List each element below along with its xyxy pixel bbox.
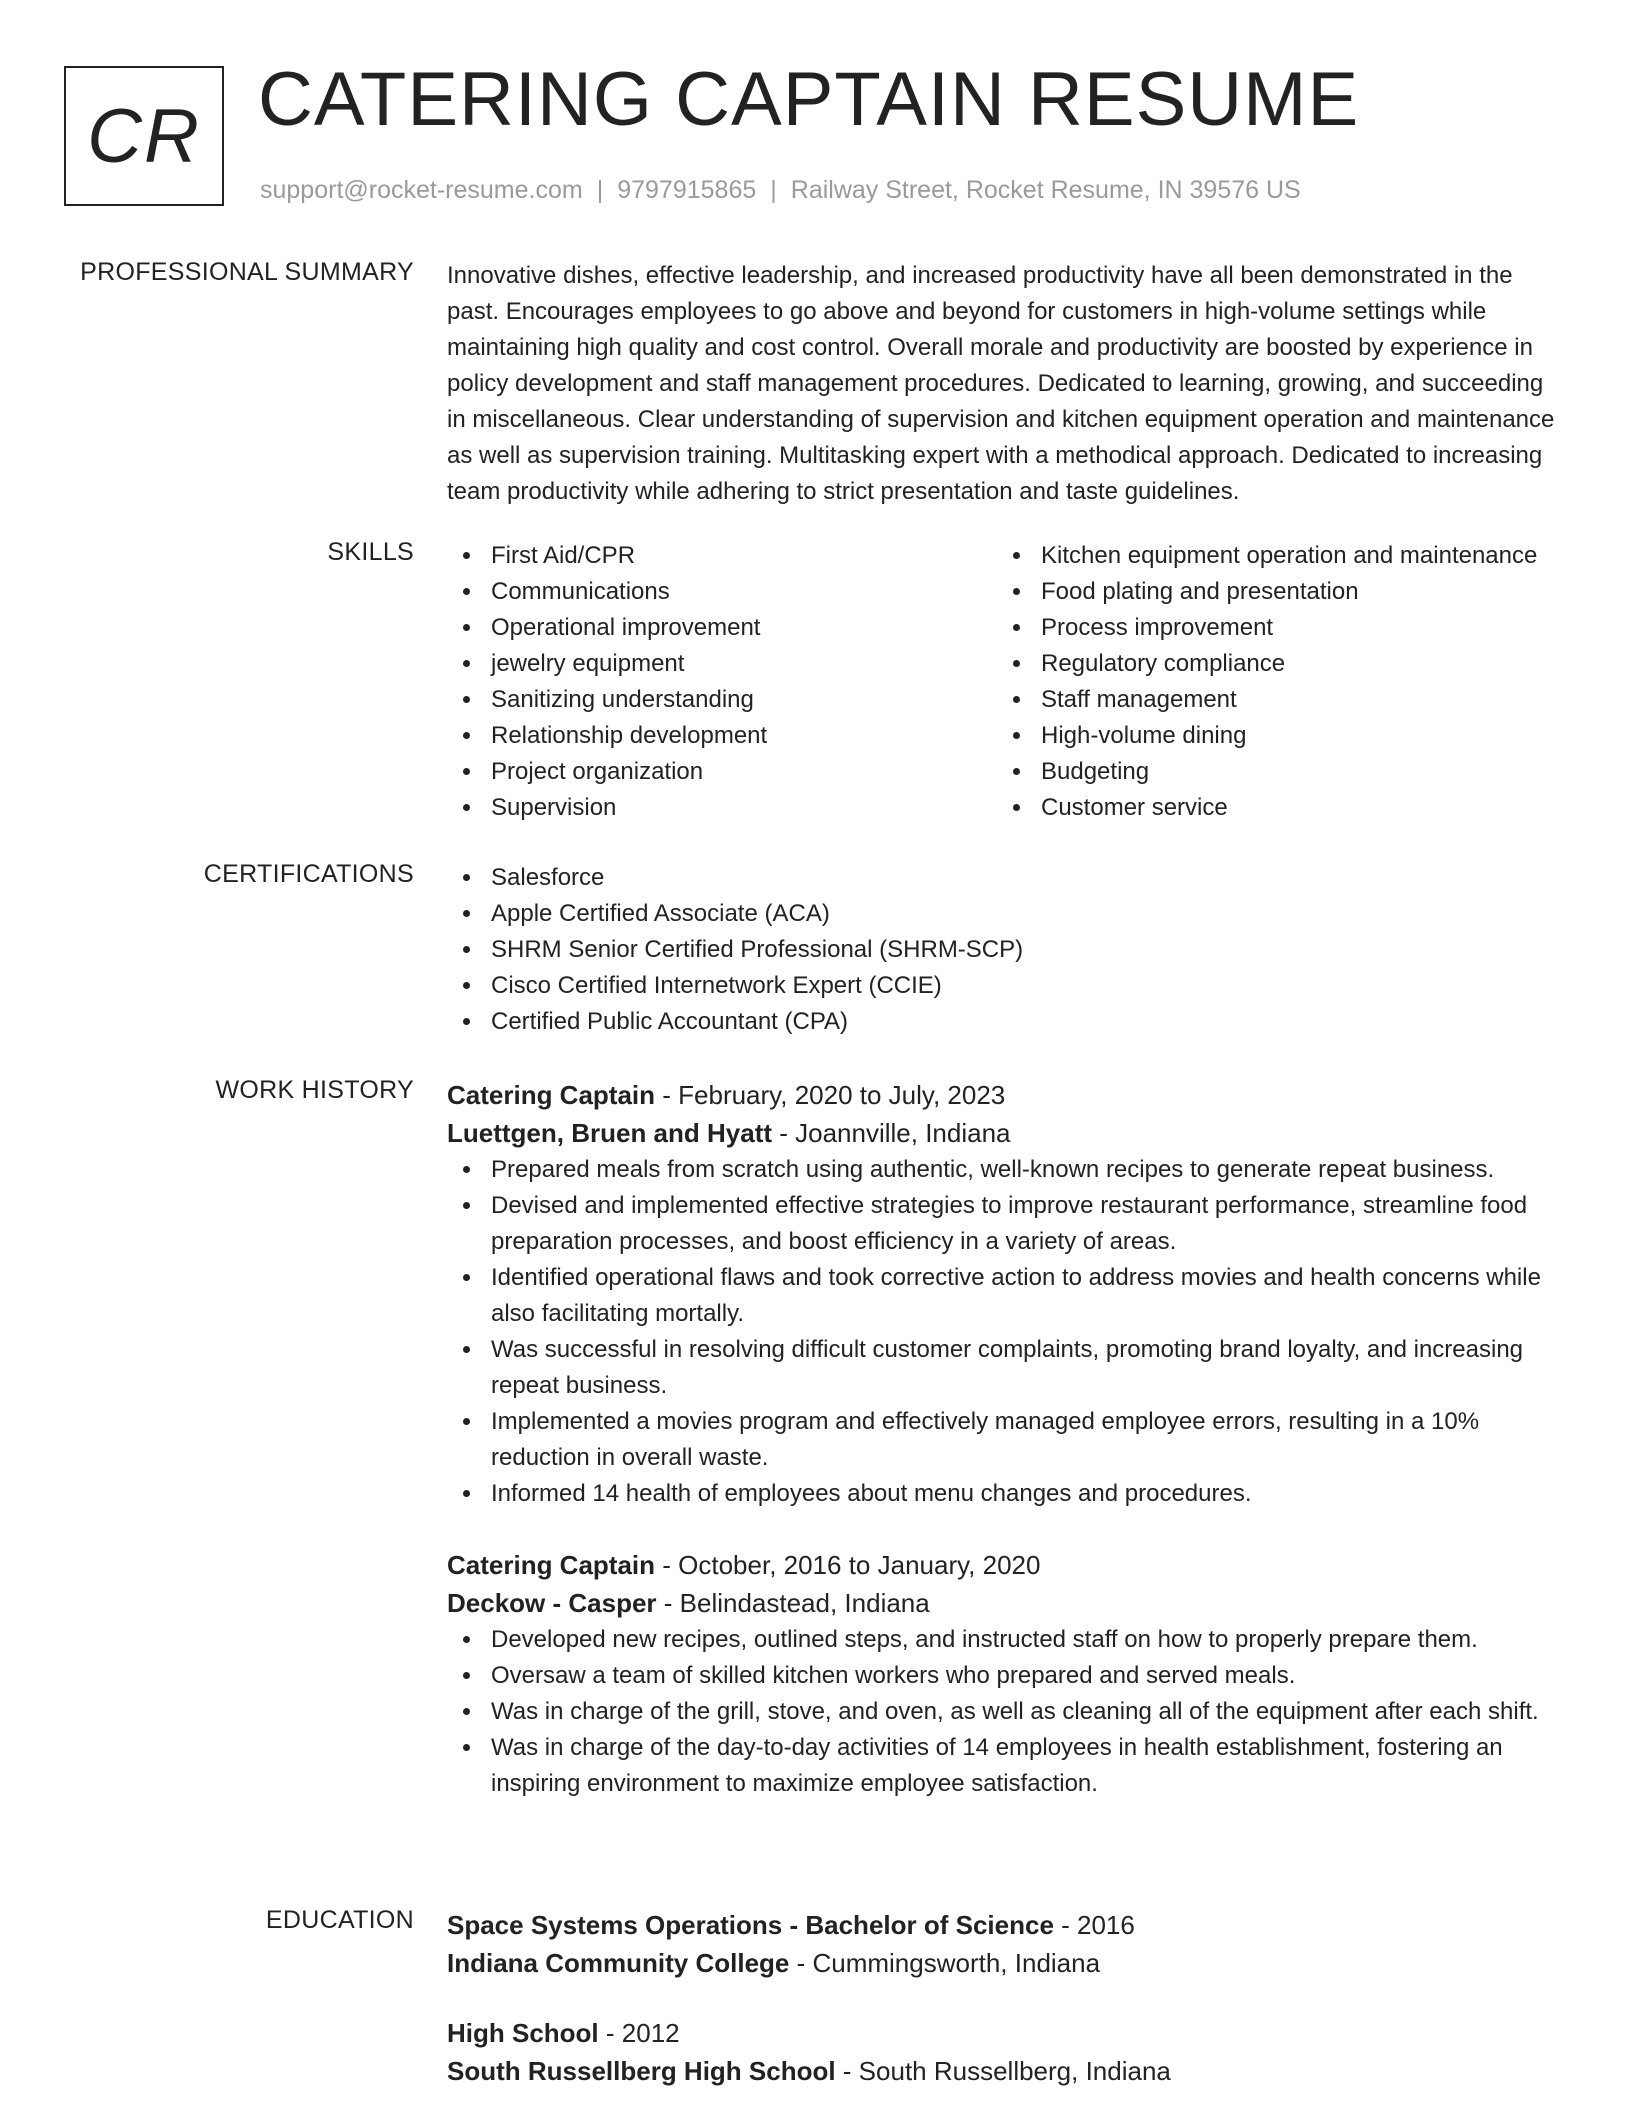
certifications-list xyxy=(447,860,1567,1040)
education-school-line xyxy=(447,2052,1567,2090)
skill-item: Sanitizing understanding xyxy=(447,682,997,718)
job-dates: - February, 2020 to July, 2023 xyxy=(655,1080,1006,1110)
summary-text: Innovative dishes, effective leadership, and increased productivity have all been demonstrated in the past. Encourages employees to go above and beyond for customers in high-volume settings while maintaining high quality and cost control. Overall morale and productivity are boosted by experience in policy development and staff management procedures. Dedicated to learning, growing, and succeeding in miscellaneous. Clear understanding of supervision and kitchen equipment operation and maintenance as well as supervision training. Multitasking expert with a methodical approach. Dedicated to increasing team productivity while adhering to strict presentation and taste guidelines. xyxy=(447,262,1555,505)
job-bullet: Was in charge of the day-to-day activities of 14 employees in health establishment, fostering an inspiring environment to maximize employee satisfaction. xyxy=(447,1730,1567,1802)
job-bullet: Was successful in resolving difficult customer complaints, promoting brand loyalty, and increasing repeat business. xyxy=(447,1332,1567,1404)
education-entry xyxy=(447,2014,1567,2090)
skill-item: Regulatory compliance xyxy=(997,646,1537,682)
job-title: Catering Captain xyxy=(447,1550,656,1580)
certification-item: Cisco Certified Internetwork Expert (CCIE) xyxy=(447,968,1567,1004)
skill-item: Kitchen equipment operation and maintenance xyxy=(997,538,1537,574)
skill-item: First Aid/CPR xyxy=(447,538,997,574)
job-bullet: Identified operational flaws and took corrective action to address movies and health concerns while also facilitating mortally. xyxy=(447,1260,1567,1332)
certification-item: Salesforce xyxy=(447,860,1567,896)
certification-item: Certified Public Accountant (CPA) xyxy=(447,1004,1567,1040)
education-degree: Space Systems Operations - Bachelor of Science xyxy=(447,1910,1054,1940)
job-bullet: Informed 14 health of employees about menu changes and procedures. xyxy=(447,1476,1567,1512)
job-bullet: Oversaw a team of skilled kitchen workers who prepared and served meals. xyxy=(447,1658,1567,1694)
contact-separator: | xyxy=(596,176,604,204)
skill-item: High-volume dining xyxy=(997,718,1537,754)
skill-item: Food plating and presentation xyxy=(997,574,1537,610)
contact-email[interactable]: support@rocket-resume.com xyxy=(260,176,583,204)
education-year: - 2012 xyxy=(598,2018,680,2048)
section-label-skills: SKILLS xyxy=(327,538,414,566)
job-header xyxy=(447,1546,1567,1584)
section-label-certifications: CERTIFICATIONS xyxy=(203,860,414,888)
education-school-line xyxy=(447,1944,1567,1982)
education-entry xyxy=(447,1906,1567,1982)
education-school: South Russellberg High School xyxy=(447,2056,836,2086)
job-bullets xyxy=(447,1152,1567,1512)
contact-address: Railway Street, Rocket Resume, IN 39576 US xyxy=(790,176,1301,204)
job-company-line xyxy=(447,1114,1567,1152)
job-company: Luettgen, Bruen and Hyatt xyxy=(447,1118,773,1148)
contact-line xyxy=(260,176,1301,205)
job-bullet: Was in charge of the grill, stove, and oven, as well as cleaning all of the equipment after each shift. xyxy=(447,1694,1567,1730)
skill-item: Process improvement xyxy=(997,610,1537,646)
education-degree: High School xyxy=(447,2018,599,2048)
section-label-summary: PROFESSIONAL SUMMARY xyxy=(80,258,414,286)
job-entry xyxy=(447,1546,1567,1802)
certification-item: Apple Certified Associate (ACA) xyxy=(447,896,1567,932)
skill-item: Staff management xyxy=(997,682,1537,718)
skill-item: Supervision xyxy=(447,790,997,826)
job-company-line xyxy=(447,1584,1567,1622)
education-degree-line xyxy=(447,2014,1567,2052)
section-label-education: EDUCATION xyxy=(265,1906,414,1934)
education-location: - South Russellberg, Indiana xyxy=(835,2056,1171,2086)
job-dates: - October, 2016 to January, 2020 xyxy=(655,1550,1041,1580)
section-label-work: WORK HISTORY xyxy=(215,1076,414,1104)
education-location: - Cummingsworth, Indiana xyxy=(789,1948,1101,1978)
job-location: - Belindastead, Indiana xyxy=(656,1588,930,1618)
skill-item: Relationship development xyxy=(447,718,997,754)
job-location: - Joannville, Indiana xyxy=(772,1118,1011,1148)
skills-list-left xyxy=(447,538,997,826)
job-bullet: Implemented a movies program and effectively managed employee errors, resulting in a 10% reduction in overall waste. xyxy=(447,1404,1567,1476)
skill-item: Operational improvement xyxy=(447,610,997,646)
skill-item: Budgeting xyxy=(997,754,1537,790)
monogram: CR xyxy=(64,66,224,206)
job-bullet: Devised and implemented effective strategies to improve restaurant performance, streamline food preparation processes, and boost efficiency in a variety of areas. xyxy=(447,1188,1567,1260)
skill-item: Project organization xyxy=(447,754,997,790)
skill-item: jewelry equipment xyxy=(447,646,997,682)
certification-item: SHRM Senior Certified Professional (SHRM-SCP) xyxy=(447,932,1567,968)
education-school: Indiana Community College xyxy=(447,1948,790,1978)
skill-item: Customer service xyxy=(997,790,1537,826)
job-company: Deckow - Casper xyxy=(447,1588,657,1618)
job-bullet: Prepared meals from scratch using authentic, well-known recipes to generate repeat business. xyxy=(447,1152,1567,1188)
education-year: - 2016 xyxy=(1053,1910,1135,1940)
job-header xyxy=(447,1076,1567,1114)
job-bullets xyxy=(447,1622,1567,1802)
page-title: CATERING CAPTAIN RESUME xyxy=(258,57,1360,142)
education-degree-line xyxy=(447,1906,1567,1944)
skill-item: Communications xyxy=(447,574,997,610)
job-entry xyxy=(447,1076,1567,1512)
contact-phone[interactable]: 9797915865 xyxy=(617,176,757,204)
contact-separator: | xyxy=(770,176,777,204)
job-title: Catering Captain xyxy=(447,1080,656,1110)
skills-list-right xyxy=(997,538,1537,826)
job-bullet: Developed new recipes, outlined steps, and instructed staff on how to properly prepare them. xyxy=(447,1622,1567,1658)
